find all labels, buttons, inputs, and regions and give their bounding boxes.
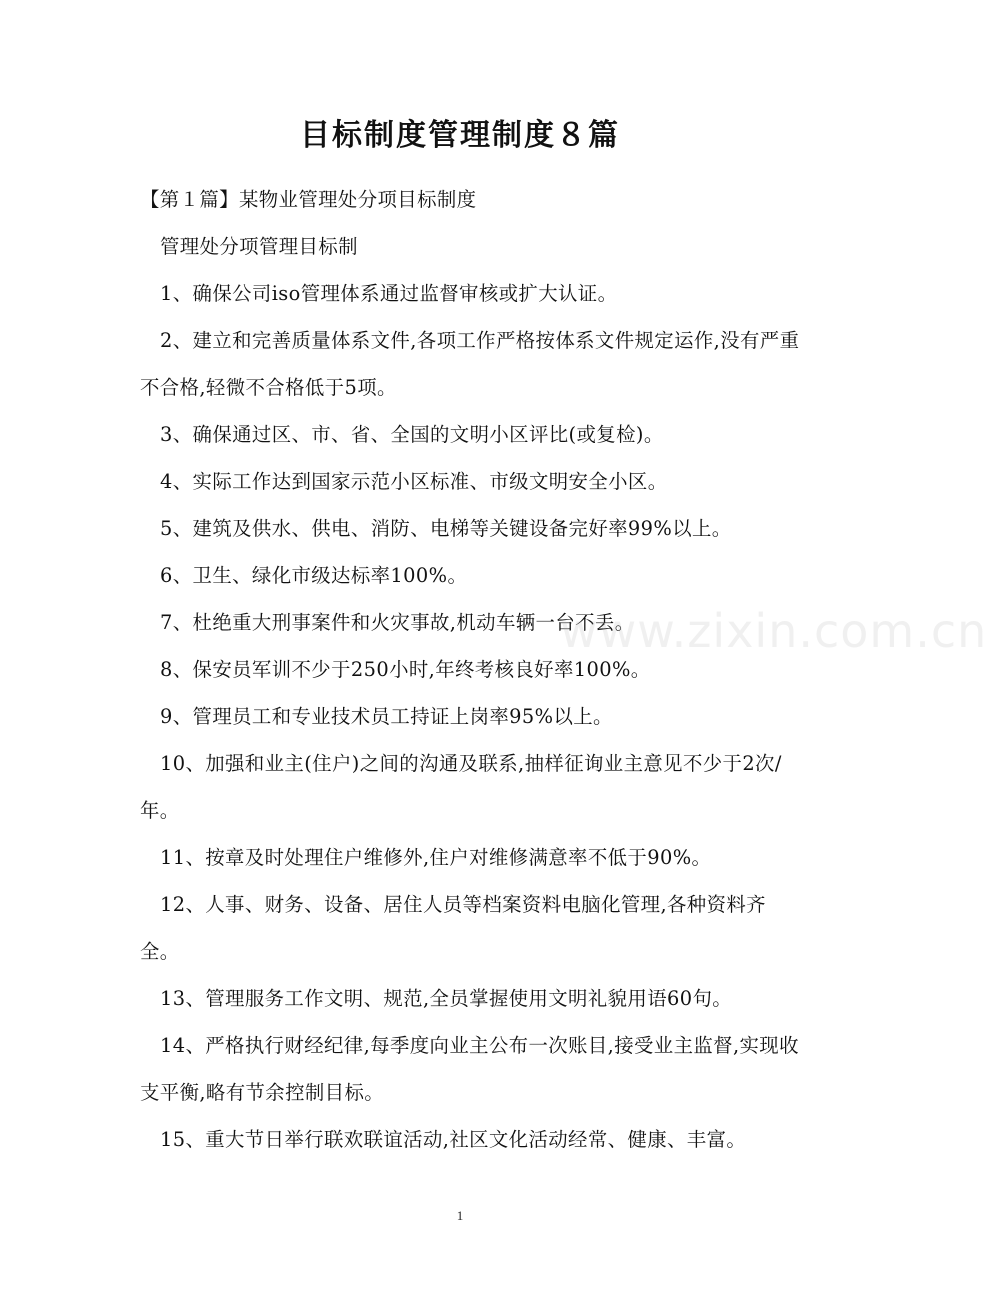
list-item: 3、确保通过区、市、省、全国的文明小区评比(或复检)。 [160,423,664,446]
section-heading: 【第１篇】某物业管理处分项目标制度 [140,188,477,211]
list-item: 10、加强和业主(住户)之间的沟通及联系,抽样征询业主意见不少于2次/年。 [140,752,782,822]
document-title: 目标制度管理制度８篇 [300,118,620,153]
list-item: 1、确保公司iso管理体系通过监督审核或扩大认证。 [160,282,618,305]
list-item: 2、建立和完善质量体系文件,各项工作严格按体系文件规定运作,没有严重不合格,轻微不合格低于5项。 [140,329,800,399]
watermark: www.zixin.com.cn [560,604,987,658]
list-item: 11、按章及时处理住户维修外,住户对维修满意率不低于90%。 [160,846,712,869]
list-item: 8、保安员军训不少于250小时,年终考核良好率100%。 [160,658,651,681]
document-body [140,176,800,1163]
list-item: 13、管理服务工作文明、规范,全员掌握使用文明礼貌用语60句。 [160,987,733,1010]
subheading: 管理处分项管理目标制 [160,235,358,258]
list-item: 15、重大节日举行联欢联谊活动,社区文化活动经常、健康、丰富。 [160,1128,747,1151]
list-item: 14、严格执行财经纪律,每季度向业主公布一次账目,接受业主监督,实现收支平衡,略有节余控制目标。 [140,1034,799,1104]
list-item: 9、管理员工和专业技术员工持证上岗率95%以上。 [160,705,613,728]
list-item: 4、实际工作达到国家示范小区标准、市级文明安全小区。 [160,470,668,493]
list-item: 7、杜绝重大刑事案件和火灾事故,机动车辆一台不丢。 [160,611,635,634]
list-item: 12、人事、财务、设备、居住人员等档案资料电脑化管理,各种资料齐全。 [140,893,766,963]
list-item: 6、卫生、绿化市级达标率100%。 [160,564,468,587]
page-number: 1 [456,1208,464,1223]
list-item: 5、建筑及供水、供电、消防、电梯等关键设备完好率99%以上。 [160,517,732,540]
